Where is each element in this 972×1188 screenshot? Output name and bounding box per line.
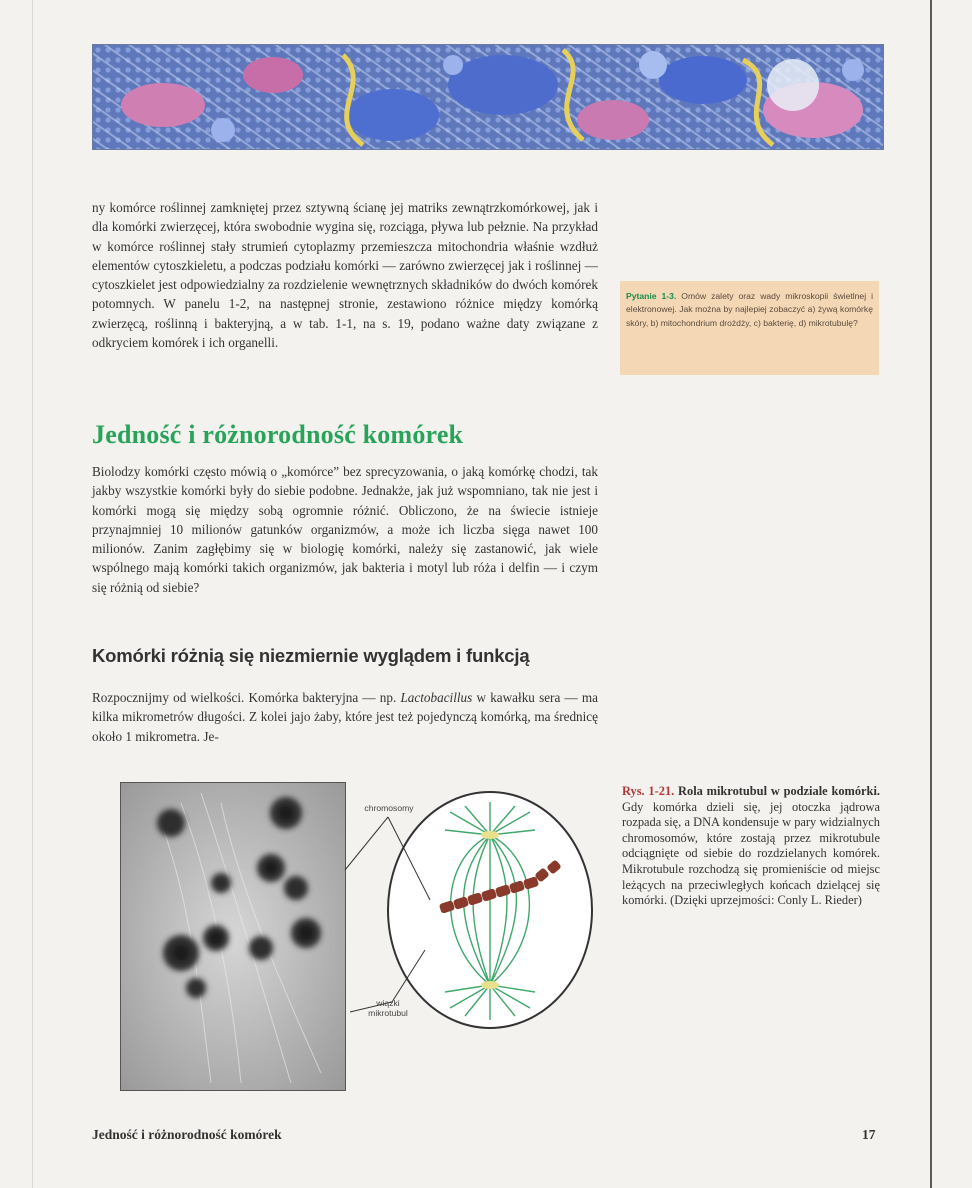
spindle-diagram bbox=[340, 790, 610, 1060]
banner-illustration bbox=[92, 44, 884, 150]
question-label: Pytanie 1-3. bbox=[626, 291, 677, 301]
question-text: Omów zalety oraz wady mikroskopii świetlnej i elektronowej. Jak można by najlepiej zobaczyć a) żywą komórkę skóry, b) mitochondrium drożdży, c) bakterię, d) mikrotubulę? bbox=[626, 291, 873, 328]
micrograph-image bbox=[120, 782, 346, 1091]
label-chromosomes: chromosomy bbox=[364, 803, 414, 813]
caption-title: Rola mikrotubul w podziale komórki. bbox=[674, 784, 880, 798]
body-paragraph-1: ny komórce roślinnej zamkniętej przez sztywną ścianę jej matriks zewnątrzkomórkowej, jak i dla komórki zwierzęcej, która swobodnie wygina się, rozciąga, pływa lub pełznie. Na przykład w komórce roślinnej stały strumień cytoplazmy przemieszcza mitochondria właśnie wzdłuż elementów cytoszkieletu, a podczas podziału komórki — zarówno zwierzęcej jak i roślinnej — cytoszkielet jest odpowiedzialny za rozdzielenie wewnętrznych składników do dwóch komórek potomnych. W panelu 1-2, na następnej stronie, zestawiono różnice między komórką zwierzęcą, roślinną i bakteryjną, a w tab. 1-1, na s. 19, podano ważne daty związane z odkryciem komórek i ich organelli. bbox=[92, 200, 598, 351]
paragraph-3-end: w kawałku sera — ma kilka mikrometrów długości. Z kolei jajo żaby, które jest też pojedynczą komórką, ma średnicę około 1 mikrometra. Je- bbox=[92, 690, 598, 744]
spindle-pole-top bbox=[481, 831, 499, 839]
label-microtubules: wiązki mikrotubul bbox=[368, 998, 408, 1018]
question-box bbox=[620, 281, 879, 375]
page-number: 17 bbox=[862, 1127, 876, 1142]
page-right-edge bbox=[930, 0, 932, 1188]
spindle-pole-bottom bbox=[481, 981, 499, 989]
paragraph-3-italic: Lactobacillus bbox=[400, 690, 473, 705]
page-left-edge bbox=[32, 0, 33, 1188]
body-paragraph-2: Biolodzy komórki często mówią o „komórce” bez sprecyzowania, o jaką komórkę chodzi, tak jakby wszystkie komórki były do siebie podobne. Jednakże, jak już wspomniano, tak nie jest i komórki mogą się między sobą ogromnie różnić. Obliczono, że na świecie istnieje przynajmniej 10 milionów gatunków organizmów, a może ich liczba sięga nawet 100 milionów. Zanim zagłębimy się w biologię komórki, należy się zastanowić, jak wiele wspólnego mają komórki takich organizmów, jak bakteria i motyl lub róża i delfin — i czym się różnią od siebie? bbox=[92, 464, 598, 595]
caption-number: Rys. 1-21. bbox=[622, 784, 675, 798]
body-paragraph-3 bbox=[92, 688, 598, 746]
paragraph-3-start: Rozpocznijmy od wielkości. Komórka bakteryjna — np. bbox=[92, 690, 401, 705]
section-title: Jedność i różnorodność komórek bbox=[92, 420, 464, 449]
caption-text: Gdy komórka dzieli się, jej otoczka jądrowa rozpada się, a DNA kondensuje w pary widzialnych chromosomów, które zostają przez mikrotubule odciągnięte od siebie do rozdzielanych komórek. Mikrotubule rozchodzą się promieniście od miejsc leżących na przeciwległych końcach dzielącej się komórki. (Dzięki uprzejmości: Conly L. Rieder) bbox=[622, 799, 880, 908]
figure-caption bbox=[622, 784, 880, 909]
footer-title: Jedność i różnorodność komórek bbox=[92, 1127, 282, 1142]
subsection-title: Komórki różnią się niezmiernie wyglądem i funkcją bbox=[92, 645, 530, 666]
